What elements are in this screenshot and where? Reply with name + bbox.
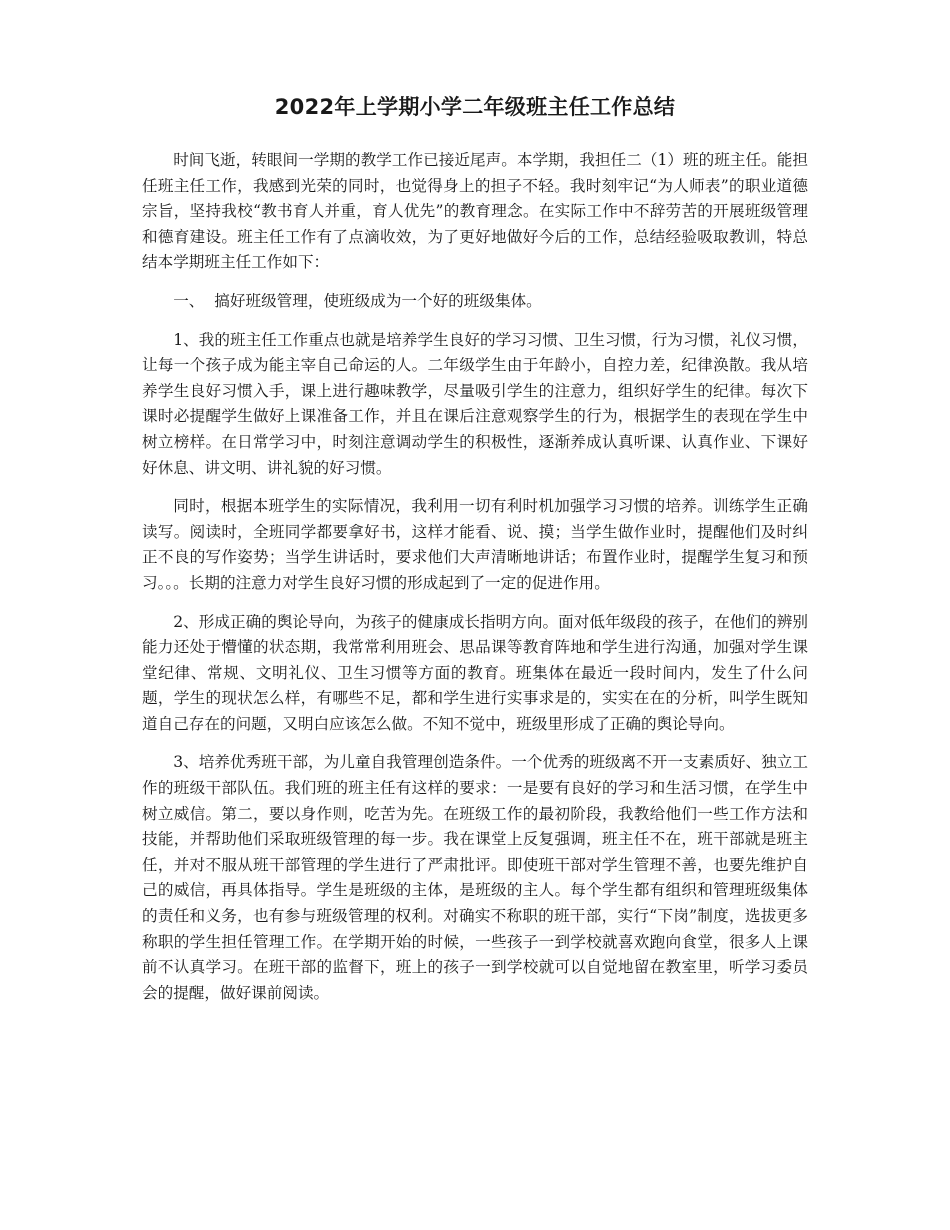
document-body [142, 148, 808, 1019]
paragraph-class-cadres: 3、培养优秀班干部，为儿童自我管理创造条件。一个优秀的班级离不开一支素质好、独立工作的班级干部队伍。我们班的班主任有这样的要求：一是要有良好的学习和生活习惯，在学生中树立威信。第二，要以身作则，吃苦为先。在班级工作的最初阶段，我教给他们一些工作方法和技能，并帮助他们采取班级管理的每一步。我在课堂上反复强调，班主任不在，班干部就是班主任，并对不服从班干部管理的学生进行了严肃批评。即使班干部对学生管理不善，也要先维护自己的威信，再具体指导。学生是班级的主体，是班级的主人。每个学生都有组织和管理班级集体的责任和义务，也有参与班级管理的权利。对确实不称职的班干部，实行“下岗”制度，选拔更多称职的学生担任管理工作。在学期开始的时候，一些孩子一到学校就喜欢跑向食堂，很多人上课前不认真学习。在班干部的监督下，班上的孩子一到学校就可以自觉地留在教室里，听学习委员会的提醒，做好课前阅读。 [142, 753, 808, 1002]
document-title: 2022年上学期小学二年级班主任工作总结 [274, 95, 676, 119]
intro-paragraph: 时间飞逝，转眼间一学期的教学工作已接近尾声。本学期，我担任二（1）班的班主任。能担任班主任工作，我感到光荣的同时，也觉得身上的担子不轻。我时刻牢记“为人师表”的职业道德宗旨，坚持我校“教书育人并重，育人优先”的教育理念。在实际工作中不辞劳苦的开展班级管理和德育建设。班主任工作有了点滴收效，为了更好地做好今后的工作，总结经验吸取教训，特总结本学期班主任工作如下： [142, 151, 808, 272]
paragraph-public-opinion: 2、形成正确的舆论导向，为孩子的健康成长指明方向。面对低年级段的孩子，在他们的辨别能力还处于懵懂的状态期，我常常利用班会、思品课等教育阵地和学生进行沟通，加强对学生课堂纪律、常规、文明礼仪、卫生习惯等方面的教育。班集体在最近一段时间内，发生了什么问题，学生的现状怎么样，有哪些不足，都和学生进行实事求是的，实实在在的分析，叫学生既知道自己存在的问题，又明白应该怎么做。不知不觉中，班级里形成了正确的舆论导向。 [142, 612, 808, 733]
paragraph-study-habits: 同时，根据本班学生的实际情况，我利用一切有利时机加强学习习惯的培养。训练学生正确读写。阅读时，全班同学都要拿好书，这样才能看、说、摸；当学生做作业时，提醒他们及时纠正不良的写作姿势；当学生讲话时，要求他们大声清晰地讲话；布置作业时，提醒学生复习和预习。。。长期的注意力对学生良好习惯的形成起到了一定的促进作用。 [142, 497, 808, 592]
section-heading: 一、 搞好班级管理，使班级成为一个好的班级集体。 [173, 291, 542, 310]
paragraph-habits: 1、我的班主任工作重点也就是培养学生良好的学习习惯、卫生习惯，行为习惯，礼仪习惯，让每一个孩子成为能主宰自己命运的人。二年级学生由于年龄小，自控力差，纪律涣散。我从培养学生良好习惯入手，课上进行趣味教学，尽量吸引学生的注意力，组织好学生的纪律。每次下课时必提醒学生做好上课准备工作，并且在课后注意观察学生的行为，根据学生的表现在学生中树立榜样。在日常学习中，时刻注意调动学生的积极性，逐渐养成认真听课、认真作业、下课好好休息、讲文明、讲礼貌的好习惯。 [142, 330, 808, 477]
